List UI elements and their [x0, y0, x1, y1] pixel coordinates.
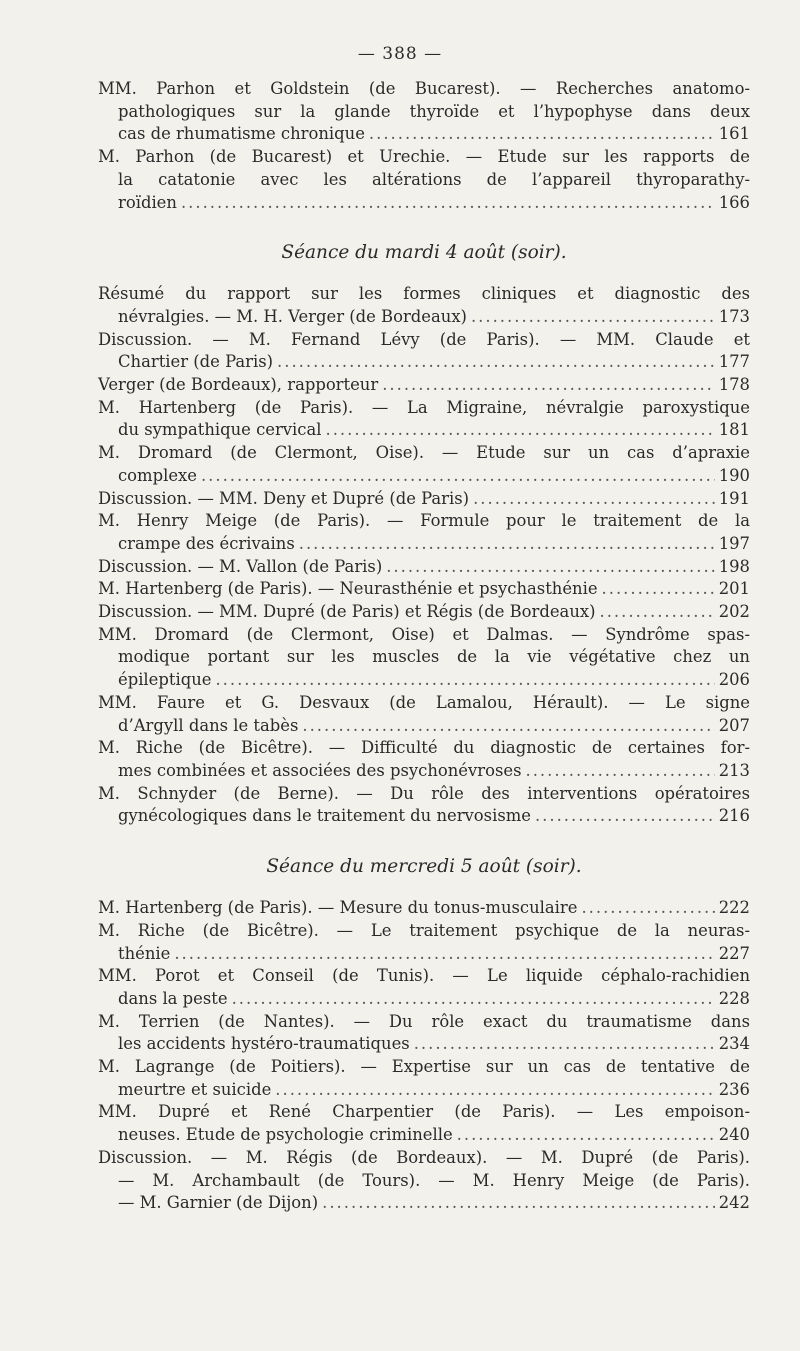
- page-reference: 190: [718, 465, 750, 485]
- leader-dots: [382, 374, 715, 397]
- leader-dots: [326, 419, 715, 442]
- entry-text: dans la peste: [118, 988, 228, 1008]
- page-reference: 178: [718, 375, 750, 395]
- toc-entry: [98, 488, 750, 511]
- leader-dots: [457, 1124, 715, 1147]
- entry-text: Résumé du rapport sur les formes cliniques et diagnostic des: [98, 284, 750, 304]
- entry-text: les accidents hystéro-traumatiques: [118, 1034, 410, 1054]
- page-reference: 242: [718, 1193, 750, 1213]
- leader-dots: [302, 715, 714, 738]
- entry-text: Discussion. — MM. Dupré (de Paris) et Régis (de Bordeaux): [98, 602, 596, 622]
- leader-dots: [215, 669, 714, 692]
- page-reference: 228: [718, 988, 750, 1008]
- entry-text: Discussion. — MM. Deny et Dupré (de Paris): [98, 488, 470, 508]
- leader-dots: [322, 1192, 715, 1215]
- toc-entry: [98, 920, 750, 965]
- toc-entry: [98, 1011, 750, 1056]
- toc-entry: [98, 283, 750, 328]
- entry-text: du sympathique cervical: [118, 420, 322, 440]
- page-reference: 236: [718, 1079, 750, 1099]
- leader-dots: [471, 306, 715, 329]
- toc-entry: [98, 897, 750, 920]
- leader-dots: [600, 601, 715, 624]
- leader-dots: [174, 943, 714, 966]
- entry-text: M. Riche (de Bicêtre). — Difficulté du diagnostic de certaines for-: [98, 738, 750, 758]
- toc-entry: [98, 1056, 750, 1101]
- page-reference: 198: [718, 556, 750, 576]
- leader-dots: [581, 897, 714, 920]
- page-number: — 388 —: [357, 44, 443, 64]
- page-reference: 173: [718, 306, 750, 326]
- entry-text: mes combinées et associées des psychonévroses: [118, 760, 522, 780]
- toc-entry: [98, 601, 750, 624]
- entry-text: — M. Garnier (de Dijon): [118, 1193, 319, 1213]
- entry-text: neuses. Etude de psychologie criminelle: [118, 1125, 453, 1145]
- leader-dots: [535, 805, 715, 828]
- entry-text: — M. Archambault (de Tours). — M. Henry Meige (de Paris).: [118, 1170, 750, 1190]
- leader-dots: [369, 123, 715, 146]
- entry-text: pathologiques sur la glande thyroïde et l’hypophyse dans deux: [118, 101, 750, 121]
- entry-text: M. Hartenberg (de Paris). — La Migraine, névralgie paroxystique: [98, 397, 750, 417]
- page-reference: 161: [718, 124, 750, 144]
- leader-dots: [201, 465, 715, 488]
- entry-text: M. Schnyder (de Berne). — Du rôle des interventions opératoires: [98, 783, 750, 803]
- page-reference: 197: [718, 533, 750, 553]
- entry-text: d’Argyll dans le tabès: [118, 715, 299, 735]
- entry-text: MM. Parhon et Goldstein (de Bucarest). — Recherches anatomo-: [98, 79, 750, 98]
- leader-dots: [275, 1079, 714, 1102]
- page-reference: 191: [718, 488, 750, 508]
- leader-dots: [602, 578, 715, 601]
- toc-entry: [98, 146, 750, 214]
- page-reference: 181: [718, 420, 750, 440]
- toc-entry: [98, 783, 750, 828]
- toc-entry: [98, 397, 750, 442]
- page-reference: 202: [718, 602, 750, 622]
- entry-text: Verger (de Bordeaux), rapporteur: [98, 375, 379, 395]
- entry-text: Chartier (de Paris): [118, 352, 274, 372]
- toc-entry: [98, 624, 750, 692]
- entry-text: roïdien: [118, 192, 177, 212]
- page-reference: 213: [718, 760, 750, 780]
- entry-text: complexe: [118, 465, 197, 485]
- toc-entry: [98, 374, 750, 397]
- entry-text: crampe des écrivains: [118, 533, 295, 553]
- entry-text: gynécologiques dans le traitement du nervosisme: [118, 806, 531, 826]
- entry-text: meurtre et suicide: [118, 1079, 272, 1099]
- toc-entry: [98, 1147, 750, 1215]
- page-reference: 206: [718, 670, 750, 690]
- entry-text: M. Parhon (de Bucarest) et Urechie. — Etude sur les rapports de: [98, 147, 750, 167]
- page-reference: 177: [718, 352, 750, 372]
- page-reference: 222: [718, 898, 750, 918]
- table-of-contents: [98, 78, 750, 1215]
- page-reference: 201: [718, 579, 750, 599]
- entry-text: M. Lagrange (de Poitiers). — Expertise sur un cas de tentative de: [98, 1057, 750, 1077]
- leader-dots: [299, 533, 715, 556]
- leader-dots: [386, 556, 714, 579]
- toc-entry: [98, 78, 750, 146]
- toc-entry: [98, 737, 750, 782]
- section-title: Séance du mardi 4 août (soir).: [281, 242, 567, 264]
- page-reference: 240: [718, 1125, 750, 1145]
- toc-entry: [98, 692, 750, 737]
- toc-entry: [98, 1101, 750, 1146]
- entry-text: Discussion. — M. Régis (de Bordeaux). — M. Dupré (de Paris).: [98, 1147, 750, 1167]
- entry-text: M. Henry Meige (de Paris). — Formule pour le traitement de la: [98, 511, 750, 531]
- leader-dots: [473, 488, 715, 511]
- entry-text: M. Hartenberg (de Paris). — Mesure du tonus-musculaire: [98, 898, 578, 918]
- toc-entry: [98, 965, 750, 1010]
- entry-text: MM. Dupré et René Charpentier (de Paris). — Les empoison-: [98, 1102, 750, 1122]
- toc-entry: [98, 578, 750, 601]
- entry-text: thénie: [118, 943, 171, 963]
- entry-text: MM. Dromard (de Clermont, Oise) et Dalmas. — Syndrôme spas-: [98, 624, 750, 644]
- entry-text: épileptique: [118, 670, 212, 690]
- toc-entry: [98, 510, 750, 555]
- page-reference: 207: [718, 715, 750, 735]
- entry-text: MM. Porot et Conseil (de Tunis). — Le liquide céphalo-rachidien: [98, 966, 750, 986]
- leader-dots: [277, 351, 715, 374]
- leader-dots: [414, 1033, 715, 1056]
- entry-text: cas de rhumatisme chronique: [118, 124, 365, 144]
- page-reference: 216: [718, 806, 750, 826]
- section-title: Séance du mercredi 5 août (soir).: [266, 856, 582, 878]
- entry-text: la catatonie avec les altérations de l’appareil thyroparathy-: [118, 169, 750, 189]
- entry-text: modique portant sur les muscles de la vie végétative chez un: [118, 647, 750, 667]
- page-reference: 227: [718, 943, 750, 963]
- entry-text: Discussion. — M. Vallon (de Paris): [98, 556, 383, 576]
- entry-text: M. Dromard (de Clermont, Oise). — Etude sur un cas d’apraxie: [98, 443, 750, 463]
- leader-dots: [526, 760, 715, 783]
- toc-entry: [98, 329, 750, 374]
- entry-text: Discussion. — M. Fernand Lévy (de Paris). — MM. Claude et: [98, 329, 750, 349]
- leader-dots: [232, 988, 715, 1011]
- leader-dots: [181, 192, 715, 215]
- toc-entry: [98, 442, 750, 487]
- entry-text: M. Terrien (de Nantes). — Du rôle exact du traumatisme dans: [98, 1011, 750, 1031]
- entry-text: M. Riche (de Bicêtre). — Le traitement psychique de la neuras-: [98, 920, 750, 940]
- page-reference: 166: [718, 192, 750, 212]
- page-reference: 234: [718, 1034, 750, 1054]
- entry-text: M. Hartenberg (de Paris). — Neurasthénie et psychasthénie: [98, 579, 598, 599]
- entry-text: névralgies. — M. H. Verger (de Bordeaux): [118, 306, 467, 326]
- entry-text: MM. Faure et G. Desvaux (de Lamalou, Hérault). — Le signe: [98, 692, 750, 712]
- toc-entry: [98, 556, 750, 579]
